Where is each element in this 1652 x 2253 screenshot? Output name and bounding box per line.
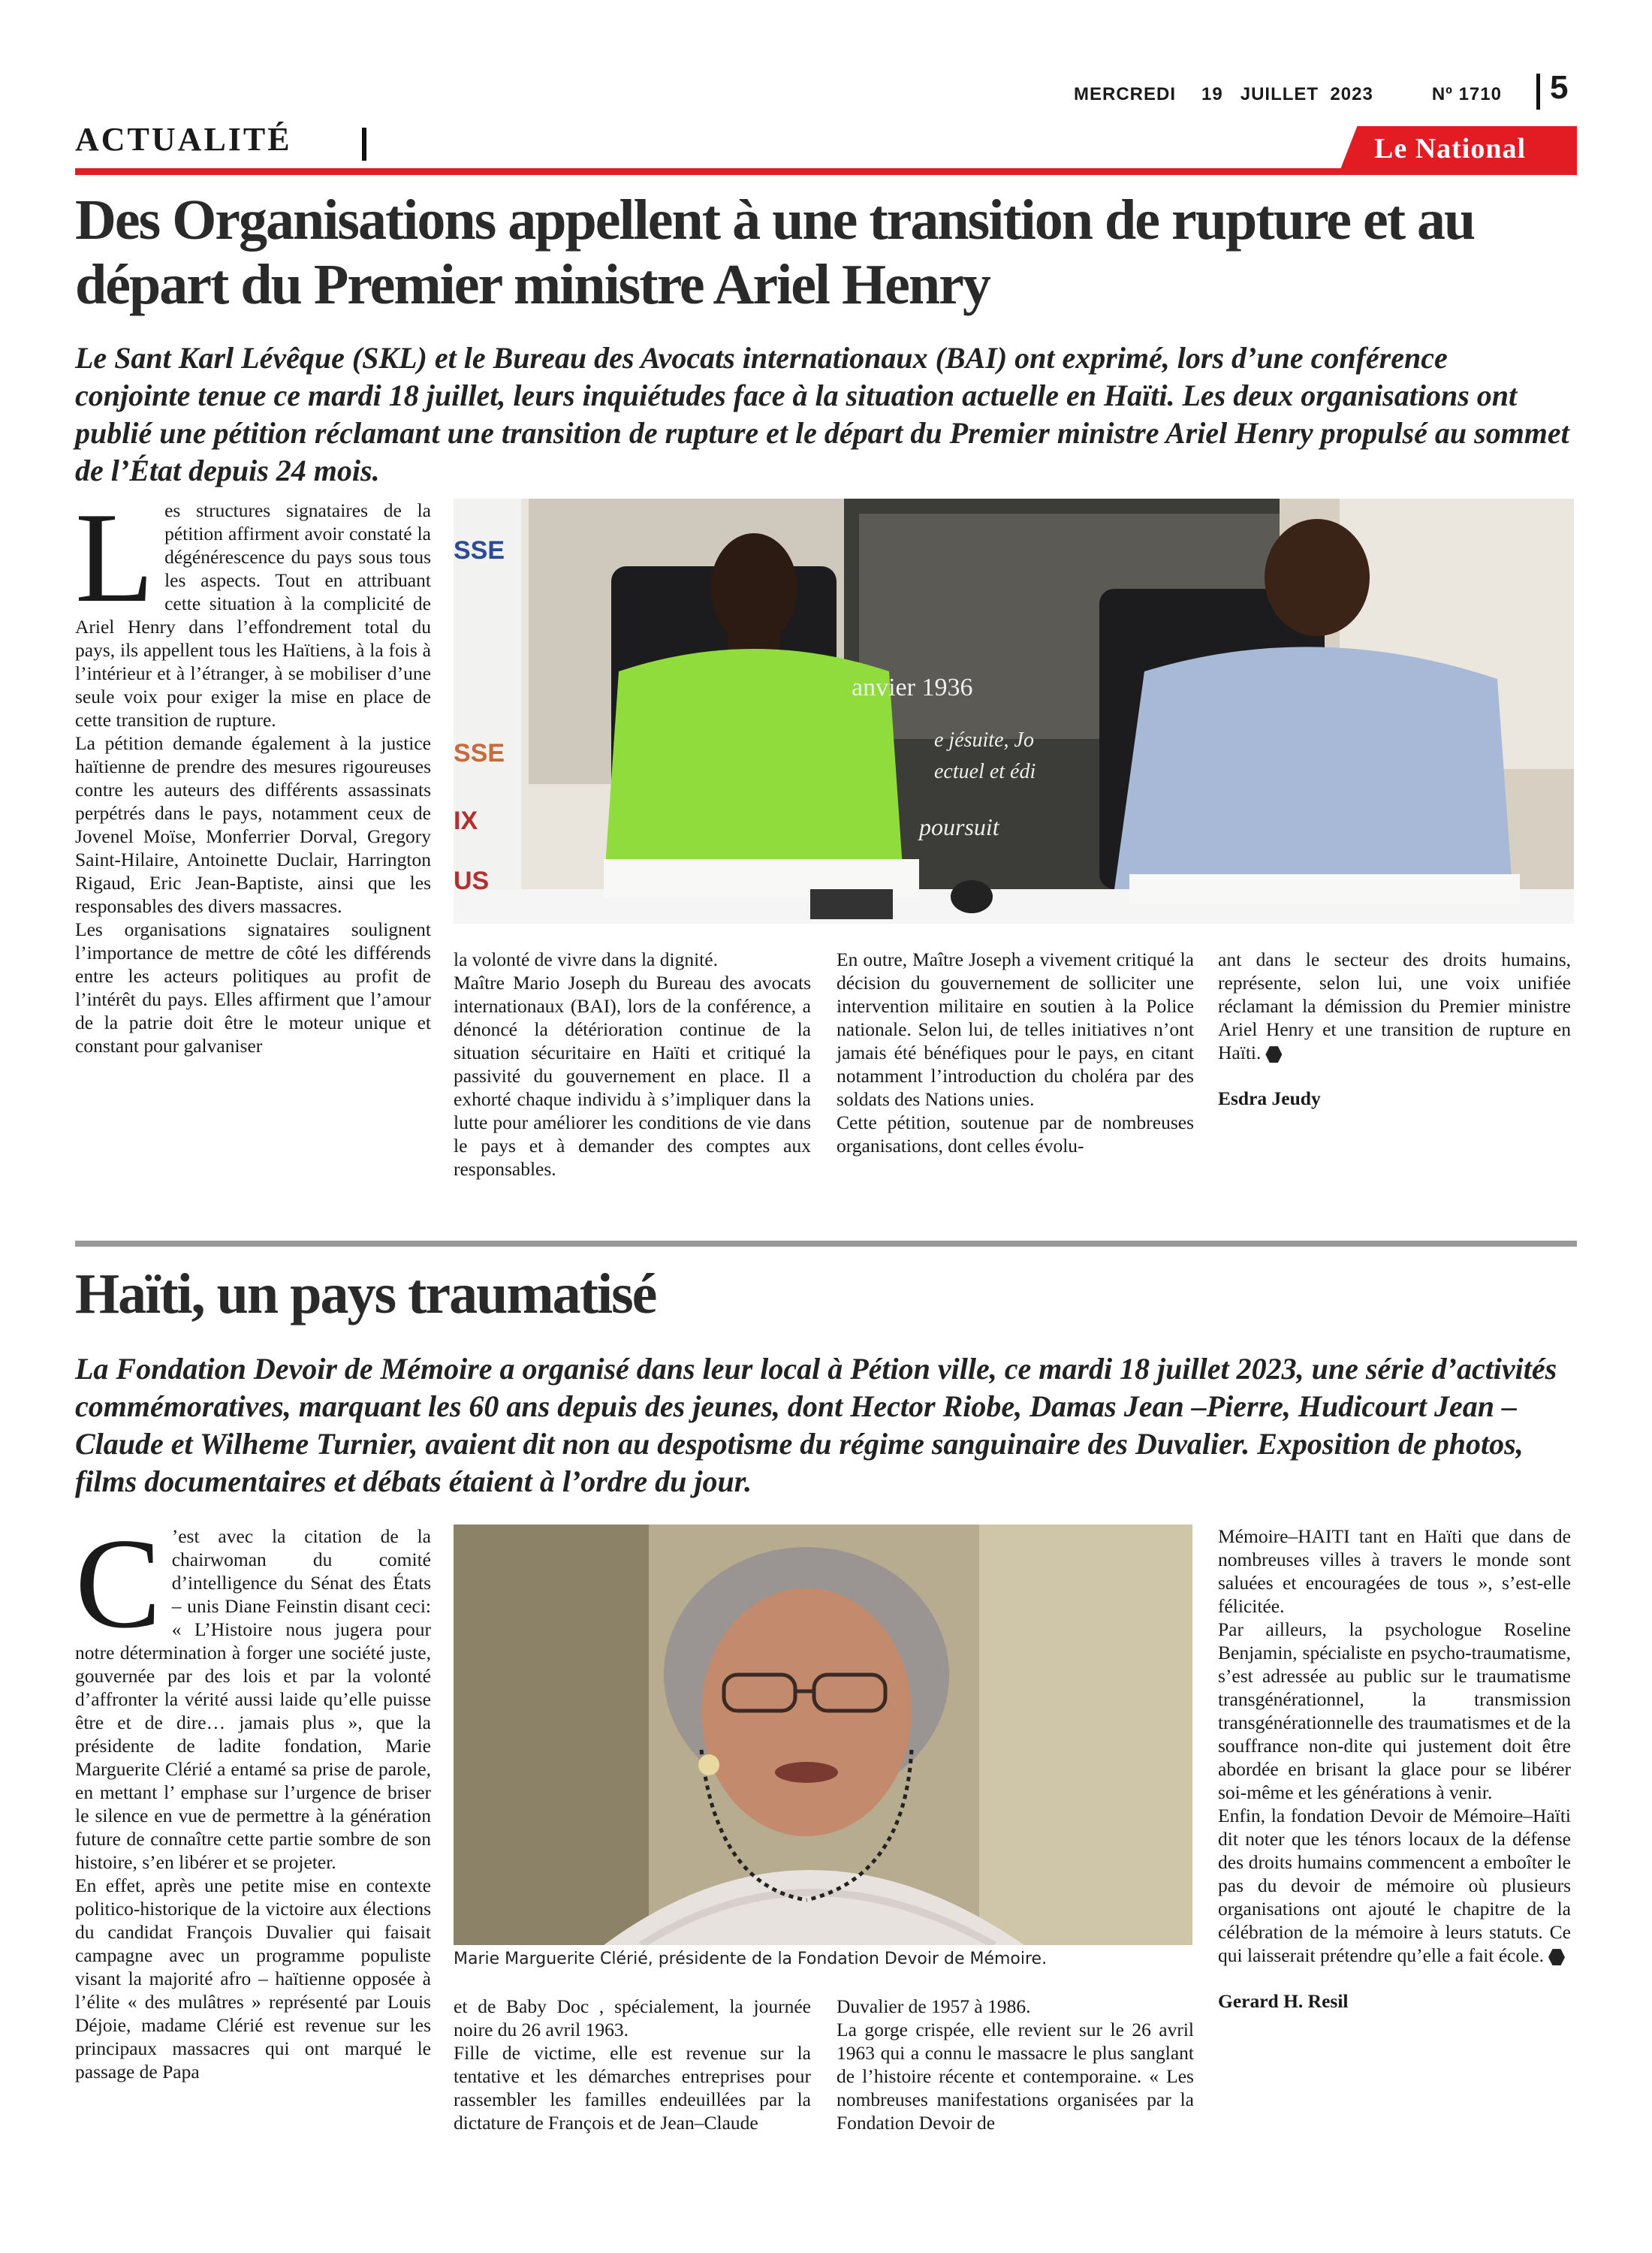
paragraph: En effet, après une petite mise en contexte politico-historique de la victoire aux élections du candidat François Duvalier qui faisait campagne avec un programme populiste visant la majorité afro – haïtienne opposée à l’élite « des mulâtres » représenté par Louis Déjoie, madame Clérié est revenue sur les principaux massacres qui ont marqué le passage de Papa xyxy=(75,1874,431,2083)
page-number-bar xyxy=(1536,74,1540,110)
banner-text: anvier 1936 xyxy=(852,674,973,701)
end-mark-icon xyxy=(1548,1949,1565,1965)
issue-day: MERCREDI xyxy=(1074,84,1177,104)
paragraph: ant dans le secteur des droits humains, représente, selon lui, une voix unifiée réclamant la démission du Premier ministre Ariel Henry et une transition de rupture en Haïti. xyxy=(1218,949,1571,1063)
page-number: 5 xyxy=(1550,69,1569,106)
article1-photo xyxy=(454,499,1574,924)
article1-lead: Le Sant Karl Lévêque (SKL) et le Bureau des Avocats internationaux (BAI) ont exprimé, lors d’une conférence conjointe tenue ce mardi 18 juillet, leurs inquiétudes face à la situation actuelle en Haïti. Les deux organisations ont publié une pétition réclamant une transition de rupture et le départ du Premier ministre Ariel Henry propulsé au sommet de l’État depuis 24 mois. xyxy=(75,341,1569,487)
article1-column-4 xyxy=(1218,948,1571,1110)
article1-title: Des Organisations appellent à une transition de rupture et au départ du Premier ministre Ariel Henry xyxy=(75,189,1475,316)
poster-text: US xyxy=(454,867,490,895)
poster-text: SSE xyxy=(454,739,505,768)
paragraph: es structures signataires de la pétition affirment avoir constaté la dégénérescence du pays sous tous les aspects. Tout en attribuant cette situation à la complicité de Ariel Henry dans l’effondrement total du pays, ils appellent tous les Haïtiens, à la fois à l’intérieur et à l’étranger, à se mobiliser d’une seule voix pour exiger la mise en place de cette transition de rupture. xyxy=(75,499,431,731)
paragraph: la volonté de vivre dans la dignité. xyxy=(454,949,718,970)
poster-text: IX xyxy=(454,807,478,835)
paragraph: La pétition demande également à la justice haïtienne de prendre des mesures rigoureuses contre les auteurs des différents assassinats perpétrés dans le pays, notamment ceux de Jovenel Moïse, Monferrier Dorval, Gregory Saint-Hilaire, Antoinette Duclair, Harrington Rigaud, Eric Jean-Baptiste, ainsi que les responsables des divers massacres. xyxy=(75,732,431,917)
article1-column-2 xyxy=(454,948,811,1181)
article1-column-1 xyxy=(75,487,431,1057)
article2-dropcap: C xyxy=(75,1513,161,1655)
section-label: ACTUALITÉ xyxy=(75,121,292,158)
article2-column-4 xyxy=(1218,1525,1571,2013)
header-rule xyxy=(75,168,1577,175)
paragraph: Maître Mario Joseph du Bureau des avocats internationaux (BAI), lors de la conférence, a dénoncé la détérioration continue de la situation sécuritaire en Haïti et critiqué la passivité du gouvernement en place. Il a exhorté chaque individu à s’impliquer dans la lutte pour améliorer les conditions de vie dans le pays et à demander des comptes aux responsables. xyxy=(454,972,811,1180)
issue-number: Nº 1710 xyxy=(1431,84,1502,104)
section-separator xyxy=(362,128,366,161)
poster-text: SSE xyxy=(454,536,505,565)
brand-name: Le National xyxy=(1374,133,1527,164)
press-conference-photo xyxy=(454,499,1574,924)
article2-title: Haïti, un pays traumatisé xyxy=(75,1262,656,1326)
article2-lead: La Fondation Devoir de Mémoire a organisé dans leur local à Pétion ville, ce mardi 18 juillet 2023, une série d’activités commémoratives, marquant les 60 ans depuis des jeunes, dont Hector Riobe, Damas Jean –Pierre, Hudicourt Jean –Claude et Wilheme Turnier, avaient dit non au despotisme du régime sanguinaire des Duvalier. Exposition de photos, films documentaires et débats étaient à l’ordre du jour. xyxy=(75,1352,1557,1498)
paragraph: Par ailleurs, la psychologue Roseline Benjamin, spécialiste en psycho-traumatisme, s’est adressée au public sur le traumatisme transgénérationnel, la transmission transgénérationnelle des traumatismes et de la souffrance non-dite qui justement doit être abordée en brisant la glace pour se libérer soi-même et les générations à venir. xyxy=(1218,1618,1571,1803)
article2-column-2 xyxy=(454,1995,811,2134)
banner-text: ectuel et édi xyxy=(934,760,1036,783)
paragraph: Enfin, la fondation Devoir de Mémoire–Haïti dit noter que les ténors locaux de la défense des droits humains commencent a emboîter le pas du devoir de mémoire où plusieurs organisations ont ajouté le chapitre de la célébration de la mémoire à leurs statuts. Ce qui laisserait prétendre qu’elle a fait école. xyxy=(1218,1805,1571,1966)
article1-byline: Esdra Jeudy xyxy=(1218,1087,1321,1109)
paragraph: Duvalier de 1957 à 1986. xyxy=(837,1995,1031,2017)
article1-dropcap: L xyxy=(75,487,155,629)
paragraph: Les organisations signataires soulignent l’importance de mettre de côté les différends entre les acteurs politiques au profit de l’intérêt du pays. Elles affirment que l’amour de la patrie doit être le moteur unique et constant pour galvaniser xyxy=(75,918,431,1057)
banner-text: e jésuite, Jo xyxy=(934,728,1034,752)
article-divider xyxy=(75,1241,1577,1247)
photo-caption: Marie Marguerite Clérié, présidente de la Fondation Devoir de Mémoire. xyxy=(454,1950,1048,1968)
paragraph: et de Baby Doc , spécialement, la journée noire du 26 avril 1963. xyxy=(454,1995,811,2040)
article2-column-1 xyxy=(75,1513,431,2083)
end-mark-icon xyxy=(1265,1046,1282,1063)
paragraph: La gorge crispée, elle revient sur le 26 avril 1963 qui a connu le massacre le plus sanglant de l’histoire récente et contemporaine. « Les nombreuses manifestations organisées par la Fondation Devoir de xyxy=(837,2019,1194,2134)
article2-photo xyxy=(454,1525,1192,1945)
issue-date: 19 JUILLET 2023 xyxy=(1201,84,1373,104)
article1-column-3 xyxy=(837,948,1194,1157)
paragraph: Cette pétition, soutenue par de nombreuses organisations, dont celles évolu- xyxy=(837,1111,1194,1157)
article2-byline: Gerard H. Resil xyxy=(1218,1990,1349,2012)
paragraph: Mémoire–HAITI tant en Haïti que dans de nombreuses villes à travers le monde sont saluées et encouragées de tous », s’est-elle félicitée. xyxy=(1218,1525,1571,1617)
issue-meta xyxy=(1074,84,1524,105)
banner-text: poursuit xyxy=(919,813,999,840)
portrait-photo xyxy=(454,1525,1192,1945)
article2-column-3 xyxy=(837,1995,1194,2134)
paragraph: En outre, Maître Joseph a vivement critiqué la décision du gouvernement de solliciter une intervention militaire en soutien à la Police nationale. Selon lui, de telles initiatives n’ont jamais été bénéfiques pour le pays, en citant notamment l’introduction du choléra par des soldats des Nations unies. xyxy=(837,949,1194,1110)
paragraph: ’est avec la citation de la chairwoman du comité d’intelligence du Sénat des États – unis Diane Feinstin disant ceci: « L’Histoire nous jugera pour notre détermination à forger une société juste, gouvernée par des lois et par la volonté d’affronter la vérité aussi laide qu’elle puisse être et de dire… jamais plus », que la présidente de ladite fondation, Marie Marguerite Clérié a entamé sa prise de parole, en mettant l’ emphase sur l’urgence de briser le silence en vue de permettre à la génération future de connaître cette partie sombre de son histoire, s’en libérer et se projeter. xyxy=(75,1525,431,1873)
paragraph: Fille de victime, elle est revenue sur la tentative et les démarches entreprises pour rassembler les familles endeuillées par la dictature de François et de Jean–Claude xyxy=(454,2042,811,2134)
